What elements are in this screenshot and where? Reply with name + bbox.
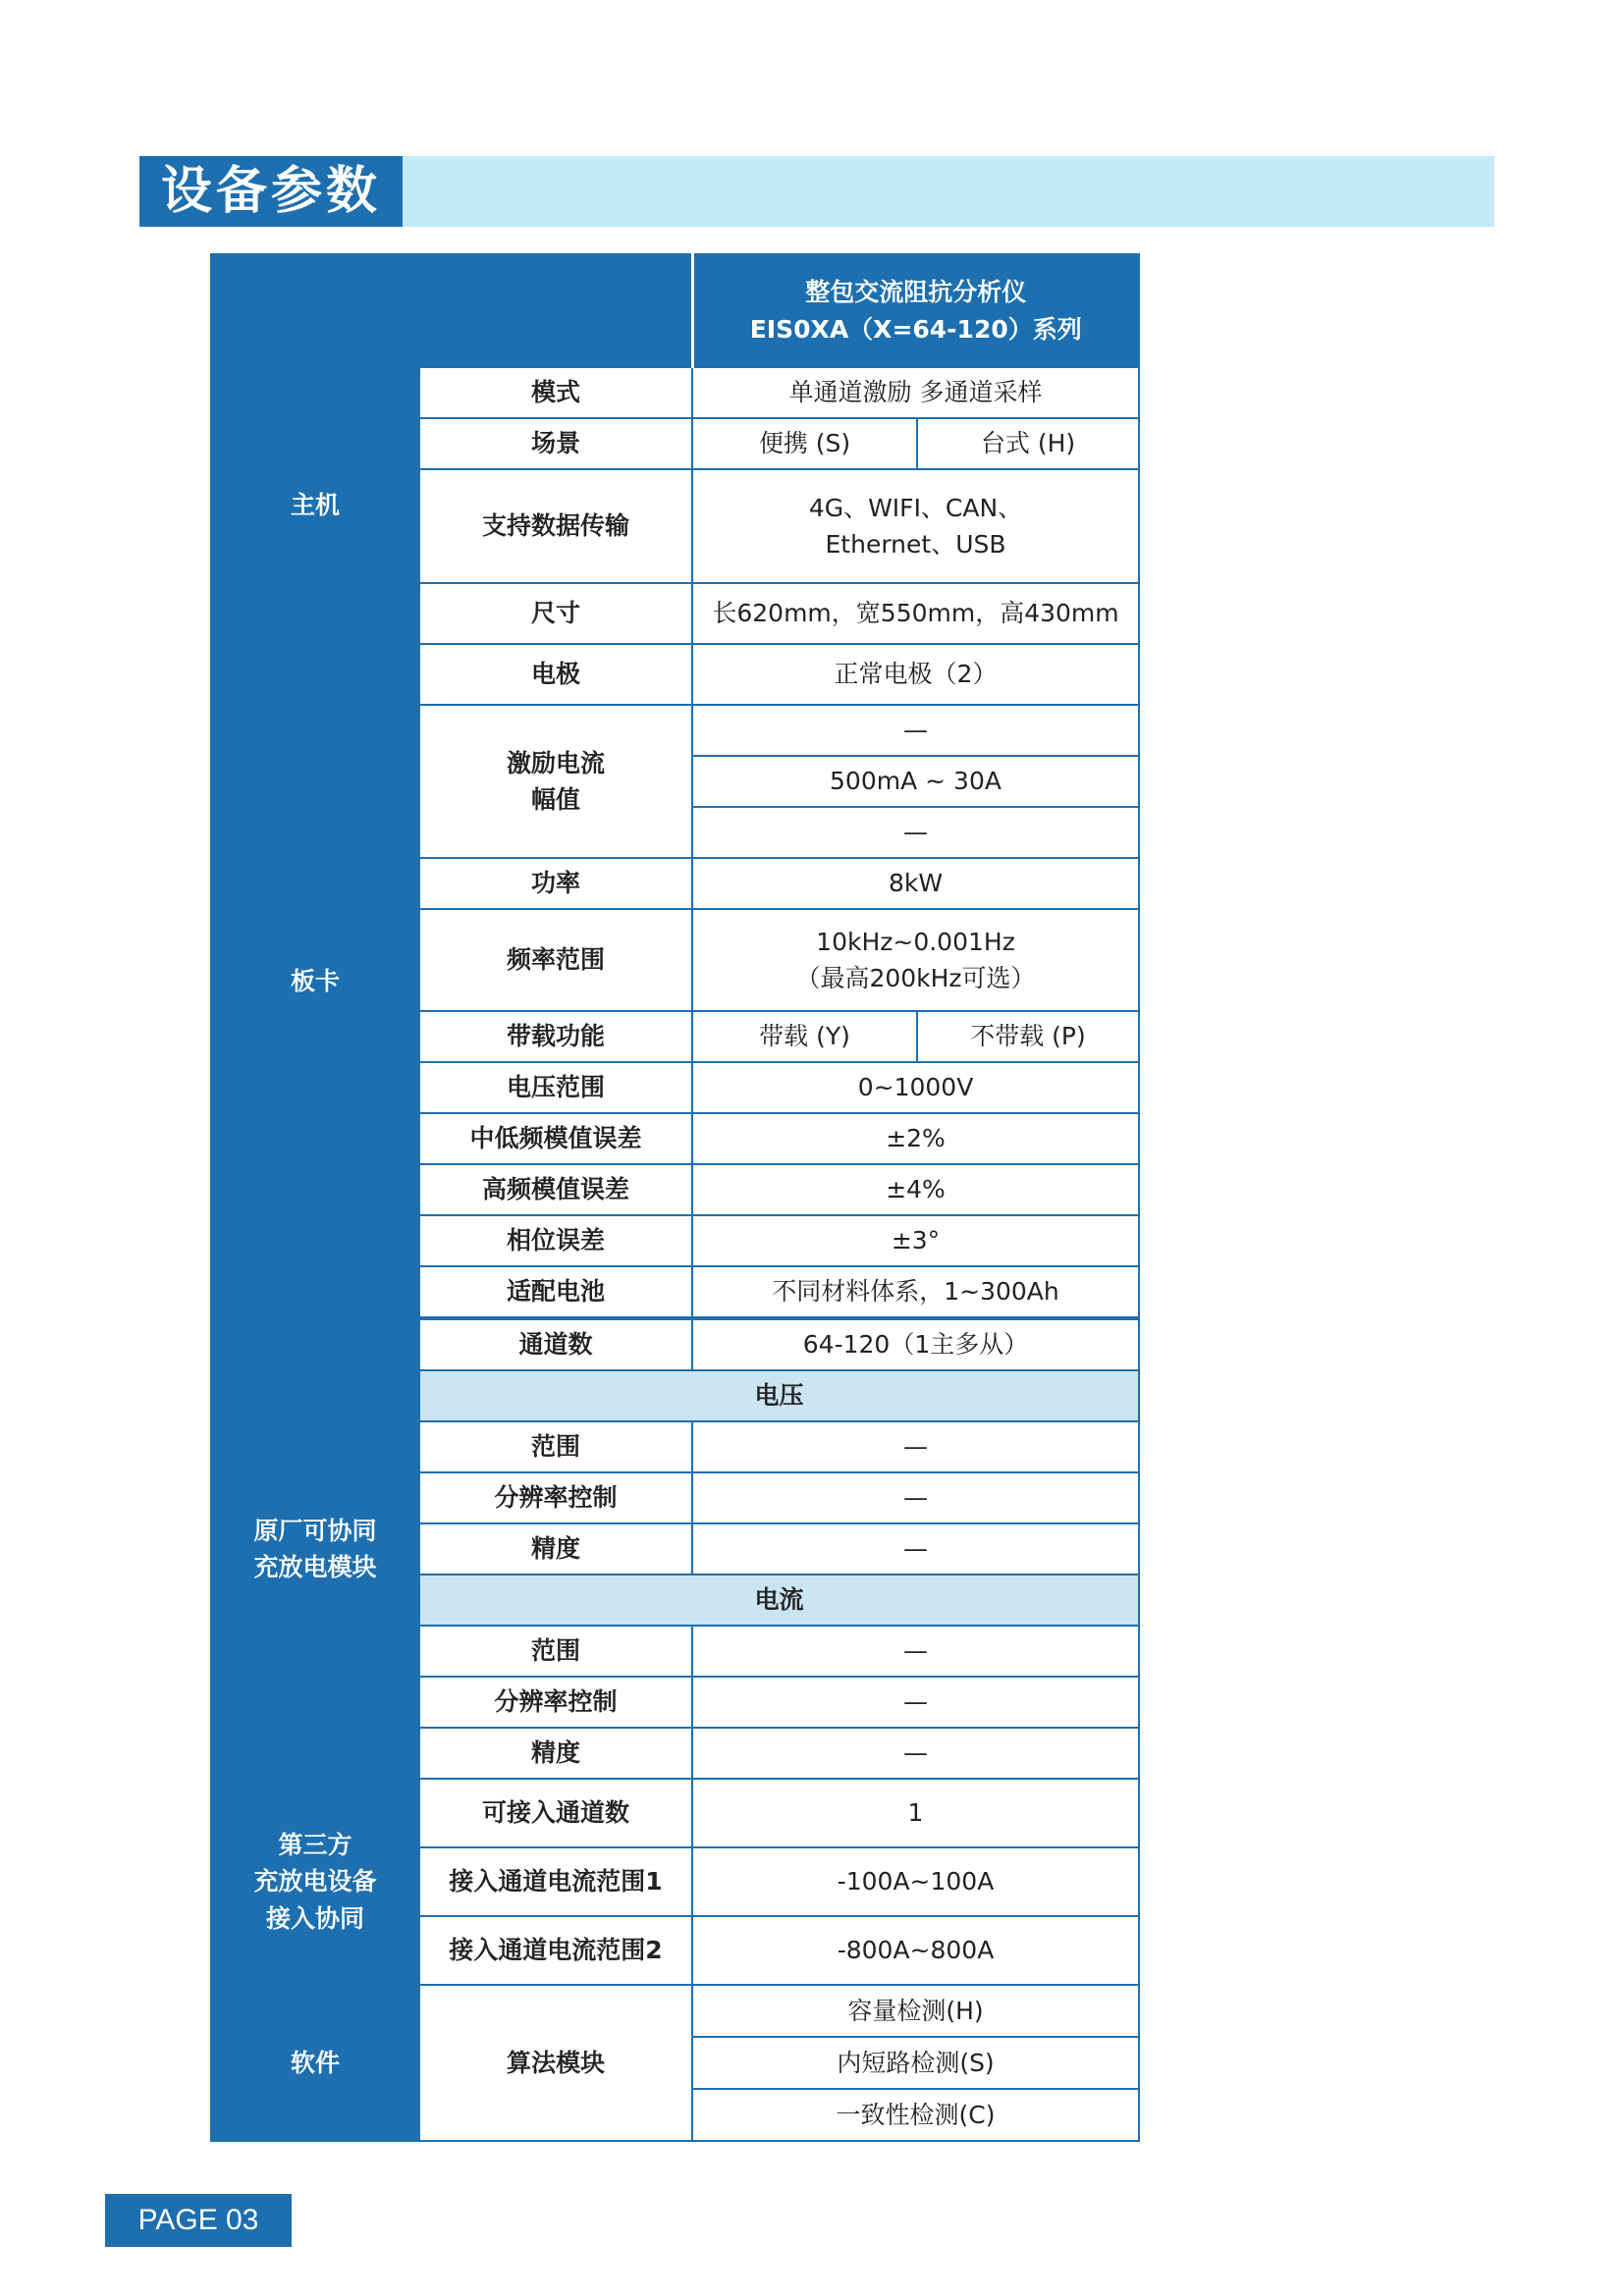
value-line: 4G、WIFI、CAN、 [808,493,1023,522]
row-label: 接入通道电流范围2 [419,1916,692,1985]
row-value [692,469,1139,583]
subheader-voltage: 电压 [419,1370,1139,1421]
row-value: — [692,1421,1139,1472]
product-name: 整包交流阻抗分析仪 [805,278,1027,306]
row-label: 中低频模值误差 [419,1113,692,1164]
category-board: 板卡 [211,644,419,1319]
row-label: 模式 [419,367,692,418]
header-blank-cell [211,254,692,367]
category-third-party [211,1779,419,1985]
row-label: 支持数据传输 [419,469,692,583]
label-line: 激励电流 [506,748,605,777]
row-label: 尺寸 [419,583,692,644]
row-value: — [692,807,1139,858]
category-software: 软件 [211,1985,419,2141]
row-value: 容量检测(H) [692,1985,1139,2037]
page-number: PAGE 03 [105,2194,292,2247]
row-label [419,705,692,858]
category-line: 接入协同 [265,1903,364,1933]
category-module [211,1319,419,1779]
row-label: 适配电池 [419,1266,692,1317]
row-value: 不带载 (P) [917,1011,1139,1062]
section-title: 设备参数 [139,156,403,227]
table-row [211,1319,1139,1370]
table-row [211,1779,1139,1847]
row-value: — [692,1626,1139,1677]
row-value: 500mA ~ 30A [692,756,1139,807]
table-row [211,644,1139,705]
row-value: 8kW [692,858,1139,909]
category-line: 原厂可协同 [253,1516,377,1545]
row-label: 频率范围 [419,909,692,1011]
row-label: 精度 [419,1523,692,1575]
row-value: — [692,1523,1139,1575]
row-value: 1 [692,1779,1139,1847]
row-value: ±2% [692,1113,1139,1164]
row-value: — [692,1728,1139,1779]
row-value: 正常电极（2） [692,644,1139,705]
label-line: 幅值 [530,785,580,814]
category-host: 主机 [211,367,419,644]
spec-table [210,253,1140,2142]
category-line: 充放电设备 [253,1867,377,1896]
row-label: 带载功能 [419,1011,692,1062]
value-line: 10kHz~0.001Hz [816,927,1015,956]
row-value [692,909,1139,1011]
row-value: ±3° [692,1215,1139,1266]
row-label: 功率 [419,858,692,909]
row-value: 带载 (Y) [692,1011,917,1062]
value-line: Ethernet、USB [825,530,1006,559]
table-row [211,1985,1139,2037]
row-label: 场景 [419,418,692,469]
category-line: 第三方 [278,1830,352,1859]
row-label: 接入通道电流范围1 [419,1847,692,1916]
row-value: 64-120（1主多从） [692,1319,1139,1370]
row-label: 通道数 [419,1319,692,1370]
row-label: 范围 [419,1626,692,1677]
row-label: 算法模块 [419,1985,692,2141]
row-label: 相位误差 [419,1215,692,1266]
row-value: 一致性检测(C) [692,2089,1139,2141]
product-header-cell [692,254,1139,367]
row-value: 长620mm，宽550mm，高430mm [692,583,1139,644]
table-header-row [211,254,1139,367]
row-value: 单通道激励 多通道采样 [692,367,1139,418]
row-value: 台式 (H) [917,418,1139,469]
row-value: 不同材料体系，1~300Ah [692,1266,1139,1317]
row-value: — [692,1472,1139,1523]
product-model: EIS0XA（X=64-120）系列 [749,314,1082,344]
category-line: 充放电模块 [253,1553,377,1581]
row-value: -100A~100A [692,1847,1139,1916]
row-label: 范围 [419,1421,692,1472]
row-label: 可接入通道数 [419,1779,692,1847]
row-value: — [692,1677,1139,1728]
value-line: （最高200kHz可选） [795,964,1036,992]
row-value: 内短路检测(S) [692,2037,1139,2089]
row-value: 0~1000V [692,1062,1139,1113]
row-value: 便携 (S) [692,418,917,469]
row-value: -800A~800A [692,1916,1139,1985]
row-label: 分辨率控制 [419,1472,692,1523]
row-value: — [692,705,1139,756]
row-value: ±4% [692,1164,1139,1215]
subheader-current: 电流 [419,1575,1139,1626]
row-label: 电压范围 [419,1062,692,1113]
row-label: 分辨率控制 [419,1677,692,1728]
row-label: 精度 [419,1728,692,1779]
table-row [211,367,1139,418]
row-label: 高频模值误差 [419,1164,692,1215]
row-label: 电极 [419,644,692,705]
